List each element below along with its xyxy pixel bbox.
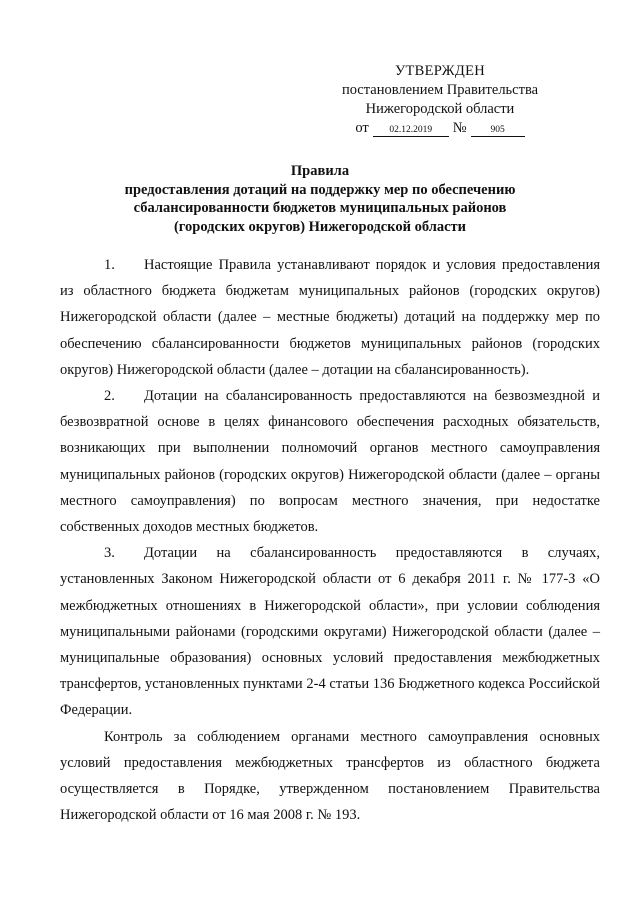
paragraph-text: Дотации на сбалансированность предоставляются в случаях, установленных Законом Нижегородской области от 6 декабря 2011 г. № 177-З «О межбюджетных отношениях в Нижегородской области», при условии соблюдения муниципальными районами (городскими округами) Нижегородской области (далее – муниципальные образования) основных условий предоставления межбюджетных трансфертов, установленных пунктами 2-4 статьи 136 Бюджетного кодекса Российской Федерации. xyxy=(60,545,600,719)
approval-date: 02.12.2019 xyxy=(373,124,449,137)
approval-heading: УТВЕРЖДЕН xyxy=(394,63,486,79)
title-line-3: сбалансированности бюджетов муниципальных районов xyxy=(133,200,507,216)
approval-number-label: № xyxy=(452,120,467,136)
approval-line-1: постановлением Правительства xyxy=(341,82,539,98)
paragraph-4 xyxy=(60,724,600,829)
paragraph-3 xyxy=(60,540,600,723)
title-line-2: предоставления дотаций на поддержку мер по обеспечению xyxy=(124,181,516,198)
document-title xyxy=(90,162,550,236)
title-line-4: (городских округов) Нижегородской области xyxy=(173,218,467,235)
paragraph-text: Дотации на сбалансированность предоставляются на безвозмездной и безвозвратной основе в целях финансового обеспечения расходных обязательств, возникающих при выполнении полномочий органов местного самоуправления муниципальных районов (городских округов) Нижегородской области (далее – органы местного самоуправления) по вопросам местного значения, при недостатке собственных доходов местных бюджетов. xyxy=(60,388,600,536)
approval-from-label: от xyxy=(355,120,369,136)
document-body xyxy=(60,252,600,828)
approval-line-2: Нижегородской области xyxy=(365,101,515,117)
approval-date-line xyxy=(330,119,550,138)
paragraph-number: 2. xyxy=(104,388,115,405)
paragraph-number: 1. xyxy=(104,257,115,273)
approval-number: 905 xyxy=(471,124,525,137)
paragraph-text: Настоящие Правила устанавливают порядок и условия предоставления из областного бюджета бюджетам муниципальных районов (городских округов) Нижегородской области (далее – местные бюджеты) дотаций на поддержку мер по обеспечению сбалансированности бюджетов муниципальных районов (городских округов) Нижегородской области (далее – дотации на сбалансированность). xyxy=(60,257,600,378)
title-line-1: Правила xyxy=(290,163,350,179)
approval-block xyxy=(330,62,550,138)
paragraph-number: 3. xyxy=(104,545,115,562)
paragraph-2 xyxy=(60,383,600,540)
paragraph-text: Контроль за соблюдением органами местного самоуправления основных условий предоставления межбюджетных трансфертов из областного бюджета осуществляется в Порядке, утвержденном постановлением Правительства Нижегородской области от 16 мая 2008 г. № 193. xyxy=(60,728,600,824)
paragraph-1 xyxy=(60,252,600,383)
